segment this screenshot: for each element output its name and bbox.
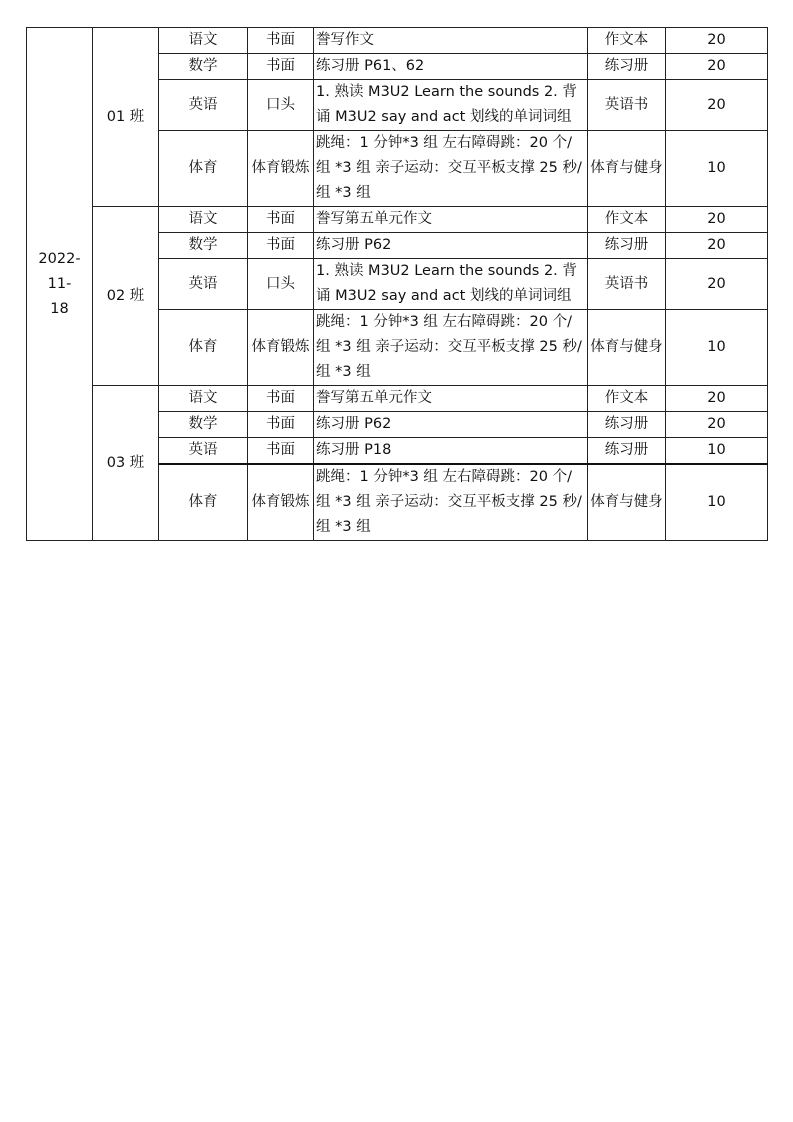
minutes-cell: 20 [666, 412, 768, 438]
minutes-cell: 10 [666, 438, 768, 465]
content-cell: 练习册 P62 [314, 412, 588, 438]
type-cell: 书面 [248, 438, 314, 465]
content-cell: 1. 熟读 M3U2 Learn the sounds 2. 背诵 M3U2 say and act 划线的单词词组 [314, 259, 588, 310]
class-name-cell: 01 班 [93, 28, 159, 207]
content-cell: 练习册 P18 [314, 438, 588, 465]
material-cell: 英语书 [588, 259, 666, 310]
content-cell: 练习册 P61、62 [314, 54, 588, 80]
content-cell: 跳绳：1 分钟*3 组 左右障碍跳：20 个/组 *3 组 亲子运动：交互平板支撑 25 秒/组 *3 组 [314, 464, 588, 541]
material-cell: 体育与健身 [588, 131, 666, 207]
subject-cell: 英语 [159, 80, 248, 131]
subject-cell: 体育 [159, 310, 248, 386]
content-cell: 跳绳：1 分钟*3 组 左右障碍跳：20 个/组 *3 组 亲子运动：交互平板支撑 25 秒/组 *3 组 [314, 131, 588, 207]
class-name-cell: 03 班 [93, 386, 159, 541]
material-cell: 练习册 [588, 438, 666, 465]
type-cell: 口头 [248, 80, 314, 131]
material-cell: 体育与健身 [588, 310, 666, 386]
subject-cell: 英语 [159, 438, 248, 465]
type-cell: 口头 [248, 259, 314, 310]
minutes-cell: 20 [666, 80, 768, 131]
material-cell: 体育与健身 [588, 464, 666, 541]
subject-cell: 语文 [159, 28, 248, 54]
material-cell: 练习册 [588, 233, 666, 259]
subject-cell: 英语 [159, 259, 248, 310]
date-cell [27, 28, 93, 541]
subject-cell: 体育 [159, 464, 248, 541]
material-cell: 英语书 [588, 80, 666, 131]
content-cell: 练习册 P62 [314, 233, 588, 259]
content-cell: 誊写第五单元作文 [314, 207, 588, 233]
table-row [27, 207, 768, 233]
material-cell: 作文本 [588, 207, 666, 233]
type-cell: 书面 [248, 54, 314, 80]
homework-table [26, 27, 768, 541]
minutes-cell: 20 [666, 54, 768, 80]
minutes-cell: 20 [666, 207, 768, 233]
date-line-1: 2022-11- [38, 250, 81, 292]
type-cell: 书面 [248, 386, 314, 412]
material-cell: 练习册 [588, 54, 666, 80]
subject-cell: 数学 [159, 233, 248, 259]
subject-cell: 语文 [159, 386, 248, 412]
content-cell: 誊写作文 [314, 28, 588, 54]
material-cell: 作文本 [588, 28, 666, 54]
class-name-cell: 02 班 [93, 207, 159, 386]
minutes-cell: 20 [666, 28, 768, 54]
type-cell: 书面 [248, 28, 314, 54]
content-cell: 跳绳：1 分钟*3 组 左右障碍跳：20 个/组 *3 组 亲子运动：交互平板支撑 25 秒/组 *3 组 [314, 310, 588, 386]
minutes-cell: 10 [666, 131, 768, 207]
subject-cell: 数学 [159, 412, 248, 438]
content-cell: 誊写第五单元作文 [314, 386, 588, 412]
subject-cell: 体育 [159, 131, 248, 207]
type-cell: 书面 [248, 207, 314, 233]
material-cell: 练习册 [588, 412, 666, 438]
minutes-cell: 10 [666, 310, 768, 386]
type-cell: 体育锻炼 [248, 131, 314, 207]
minutes-cell: 20 [666, 386, 768, 412]
subject-cell: 语文 [159, 207, 248, 233]
type-cell: 体育锻炼 [248, 310, 314, 386]
table-row [27, 28, 768, 54]
content-cell: 1. 熟读 M3U2 Learn the sounds 2. 背诵 M3U2 say and act 划线的单词词组 [314, 80, 588, 131]
minutes-cell: 10 [666, 464, 768, 541]
date-line-2: 18 [50, 300, 69, 317]
subject-cell: 数学 [159, 54, 248, 80]
type-cell: 书面 [248, 233, 314, 259]
minutes-cell: 20 [666, 233, 768, 259]
table-row [27, 386, 768, 412]
type-cell: 体育锻炼 [248, 464, 314, 541]
minutes-cell: 20 [666, 259, 768, 310]
material-cell: 作文本 [588, 386, 666, 412]
type-cell: 书面 [248, 412, 314, 438]
